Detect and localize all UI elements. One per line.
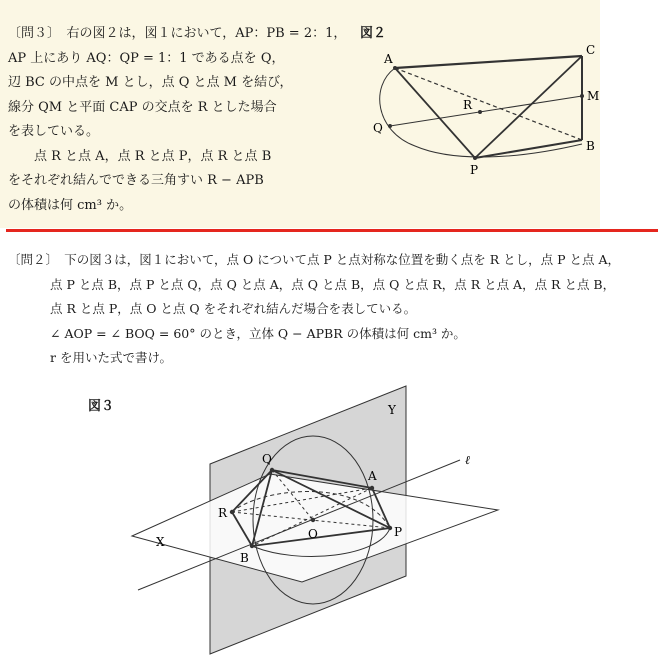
fig2-point-A bbox=[393, 66, 397, 70]
figure-3-diagram bbox=[110, 378, 510, 658]
fig2-label-Q: Q bbox=[373, 121, 383, 135]
q3-line: 辺 BC の中点を M とし，点 Q と点 M を結び， bbox=[8, 75, 293, 90]
fig2-label-A: A bbox=[384, 52, 393, 66]
fig3-label-R: R bbox=[218, 506, 228, 520]
fig2-label-M: M bbox=[587, 89, 600, 103]
fig2-label-B: B bbox=[586, 139, 595, 153]
fig2-point-P bbox=[473, 156, 477, 160]
q2-line: 点 R と点 P，点 O と点 Q をそれぞれ結んだ場合を表している。 bbox=[50, 301, 417, 316]
figure-3-title: 図３ bbox=[88, 399, 115, 414]
fig3-label-P: P bbox=[394, 525, 403, 539]
fig3-point-R bbox=[230, 510, 234, 514]
fig3-label-O: O bbox=[308, 527, 318, 541]
q3-line: 〔問３〕 右の図２は，図１において，AP：PB = 2：1， bbox=[8, 26, 347, 41]
q3-line: を表している。 bbox=[8, 124, 100, 139]
fig2-edge-AB bbox=[395, 68, 582, 140]
fig2-point-M bbox=[580, 94, 584, 98]
fig3-point-P bbox=[388, 526, 392, 530]
fig3-label-X: X bbox=[156, 535, 165, 549]
fig3-point-Q bbox=[270, 468, 274, 472]
fig3-label-Q: Q bbox=[262, 452, 272, 466]
fig2-point-Q bbox=[388, 124, 392, 128]
question-3-text bbox=[8, 22, 348, 218]
fig2-label-C: C bbox=[586, 43, 596, 57]
q3-line: 線分 QM と平面 CAP の交点を R とした場合 bbox=[8, 99, 277, 115]
fig3-point-O bbox=[311, 518, 315, 522]
figure-2-diagram bbox=[360, 16, 605, 192]
fig3-label-Y: Y bbox=[388, 403, 396, 417]
red-divider bbox=[6, 229, 658, 232]
q2-line: r を用いた式で書け。 bbox=[50, 350, 172, 365]
q3-line: の体積は何 cm³ か。 bbox=[8, 197, 133, 213]
fig2-label-P: P bbox=[470, 163, 479, 177]
q2-line: ∠ AOP = ∠ BOQ = 60° のとき，立体 Q − APBR の体積は何 cm³ か。 bbox=[50, 325, 466, 341]
q2-line: 〔問２〕 下の図３は，図１において，点 O について点 P と点対称な位置を動く点を R とし，点 P と点 A， bbox=[8, 252, 621, 267]
fig3-label-l: ℓ bbox=[465, 453, 470, 467]
q3-line: をそれぞれ結んでできる三角すい R − APB bbox=[8, 173, 264, 188]
fig3-point-B bbox=[250, 544, 254, 548]
fig2-edge-AC bbox=[395, 56, 582, 68]
fig2-segment-QM bbox=[390, 96, 582, 126]
q3-line: 点 R と点 A，点 R と点 P，点 R と点 B bbox=[34, 148, 272, 164]
q2-line: 点 P と点 B，点 P と点 Q，点 Q と点 A，点 Q と点 B，点 Q と点 R，点 R と点 A，点 R と点 B， bbox=[50, 276, 616, 292]
fig3-label-B: B bbox=[240, 551, 249, 565]
fig2-point-R bbox=[478, 110, 482, 114]
figure-2-title: 図２ bbox=[360, 26, 387, 41]
fig3-point-A bbox=[370, 486, 374, 490]
fig3-label-A: A bbox=[368, 469, 377, 483]
fig2-edge-AP bbox=[395, 68, 475, 158]
question-2-text bbox=[8, 248, 658, 371]
fig2-label-R: R bbox=[463, 98, 473, 112]
q3-line: AP 上にあり AQ：QP = 1：1 である点を Q， bbox=[8, 50, 285, 66]
